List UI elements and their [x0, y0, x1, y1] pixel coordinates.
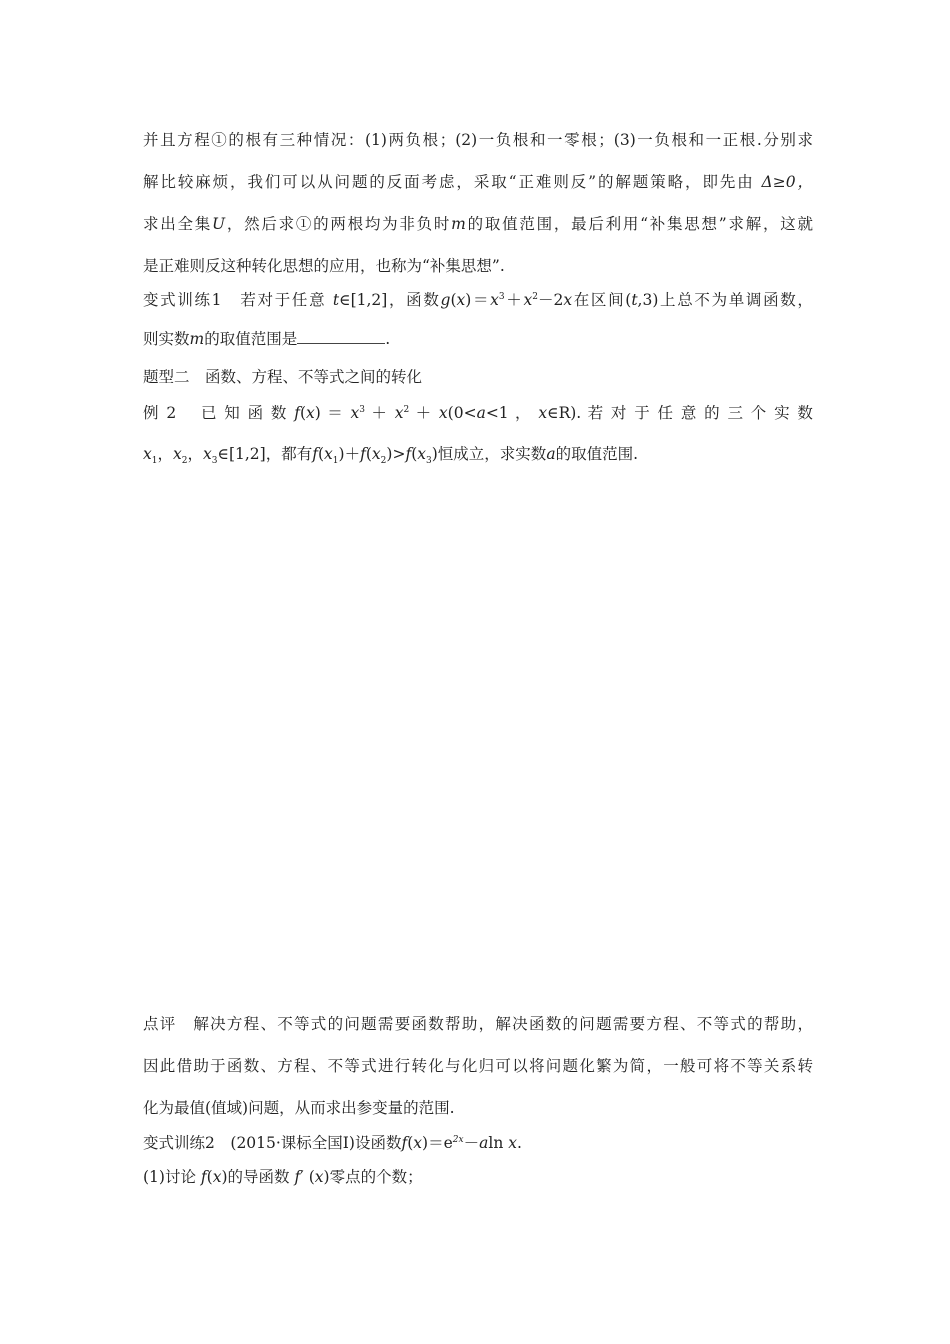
var-f: f: [401, 1134, 408, 1152]
text: ，: [157, 445, 173, 463]
var-x: x: [143, 445, 152, 463]
intro-line-3: [143, 212, 813, 234]
text: 解决方程、不等式的问题需要函数帮助，解决函数的问题需要方程、不等式的帮助，: [193, 1015, 813, 1033]
var-m: m: [451, 215, 466, 233]
text: ,3)上总不为单调函数，: [637, 291, 813, 309]
text: 零点的个数；: [329, 1168, 423, 1186]
text: －: [463, 1134, 480, 1152]
text: ＋: [504, 291, 524, 309]
intro-line-4: 是正难则反这种转化思想的应用，也称为“补集思想”.: [143, 257, 505, 275]
text: ，: [187, 445, 203, 463]
text: )＝: [465, 291, 491, 309]
var-x: x: [306, 404, 315, 422]
intro-line-1: 并且方程①的根有三种情况：(1)两负根；(2)一负根和一零根；(3)一负根和一正根.分别求: [143, 131, 813, 149]
var-t: t: [631, 291, 638, 309]
text: ln: [488, 1134, 504, 1152]
var-x: x: [563, 291, 573, 309]
var-m: m: [189, 330, 205, 348]
var-x: x: [438, 404, 448, 422]
sub: 2: [380, 456, 387, 467]
sub: 3: [211, 456, 218, 467]
text: 的取值范围，最后利用“补集思想”求解，这就: [465, 215, 813, 233]
sub: 1: [151, 456, 158, 467]
text: ∈[1,2]，函数: [339, 291, 441, 309]
var-x: x: [314, 1168, 324, 1186]
text: (: [450, 291, 457, 309]
comment-label: 点评: [143, 1015, 177, 1033]
intro-line-2-text: 解比较麻烦，我们可以从问题的反面考虑，采取“正难则反”的解题策略，即先由: [143, 173, 755, 191]
text: (1)讨论: [143, 1168, 196, 1186]
var-U: U: [212, 215, 226, 233]
text: .: [385, 330, 391, 348]
var-x: x: [350, 404, 360, 422]
sub: 2: [181, 456, 188, 467]
var-f: f: [405, 445, 412, 463]
var-x: x: [417, 445, 426, 463]
text: ∈R). 若 对 于 任 意 的 三 个 实 数: [547, 404, 813, 422]
comment-line-3: 化为最值(值域)问题，从而求出参变量的范围.: [143, 1099, 455, 1117]
var-x: x: [203, 445, 212, 463]
text: ＋: [371, 404, 389, 422]
text: 则实数: [143, 330, 190, 348]
exercise2-label: 变式训练2: [143, 1134, 215, 1152]
exercise1-line-1: [143, 288, 813, 310]
var-x: x: [508, 1134, 518, 1152]
exp: 2x: [452, 1134, 464, 1145]
var-x: x: [456, 291, 466, 309]
text: ＋: [415, 404, 433, 422]
var-f: f: [294, 404, 300, 422]
var-f: f: [200, 1168, 207, 1186]
comment-line-2: 因此借助于函数、方程、不等式进行转化与化归可以将问题化繁为简，一般可将不等关系转: [143, 1057, 813, 1075]
text: 求出全集: [143, 215, 213, 233]
exp: 3: [359, 404, 366, 415]
var-f: f: [360, 445, 366, 463]
sub: 1: [332, 456, 339, 467]
var-x: x: [538, 404, 548, 422]
text: >: [392, 445, 406, 463]
var-x: x: [371, 445, 381, 463]
text: 恒成立，求实数: [437, 445, 547, 463]
comment-line-1: [143, 1012, 813, 1034]
delta-condition: Δ≥0，: [761, 173, 813, 191]
exp: 3: [498, 291, 505, 302]
var-f: f: [294, 1168, 301, 1186]
text: ，然后求①的两根均为非负时: [225, 215, 452, 233]
var-x: x: [212, 1168, 222, 1186]
text: 的取值范围.: [555, 445, 638, 463]
exercise1-label: 变式训练1: [143, 291, 222, 309]
text: ＝: [327, 404, 345, 422]
text: ＋: [344, 445, 361, 463]
intro-line-2: [143, 170, 813, 192]
text: 若对于任意: [240, 291, 327, 309]
section-2-title: 题型二 函数、方程、不等式之间的转化: [143, 368, 423, 386]
example2-line-1: 例 2 已 知 函 数 $f(x) = x^3 + x^2 + x(0<a<1$ ， x∈R). 若 对 于 任 意 的 三 个 实 数: [143, 404, 813, 422]
text: 的导函数: [227, 1168, 290, 1186]
sub: 3: [426, 456, 432, 467]
text: ＝e: [428, 1134, 453, 1152]
text: <1 ，: [485, 404, 532, 422]
example2-label: 例 2: [143, 404, 177, 422]
var-x: x: [523, 291, 533, 309]
text: －2: [537, 291, 564, 309]
text: (0<: [447, 404, 477, 422]
var-x: x: [413, 1134, 423, 1152]
answer-blank: [297, 329, 385, 344]
text: ∈[1,2]，都有: [217, 445, 313, 463]
var-x: x: [394, 404, 404, 422]
var-x: x: [490, 291, 499, 309]
var-f: f: [312, 445, 318, 463]
var-a: a: [479, 1134, 489, 1152]
var-x: x: [324, 445, 333, 463]
var-a: a: [476, 404, 486, 422]
var-x: x: [173, 445, 182, 463]
text: 的取值范围是: [204, 330, 298, 348]
exercise2-line-1: 变式训练2 (2015·课标全国Ⅰ)设函数$f(x)=e^{2x}-aln$ x.: [143, 1134, 522, 1152]
exercise2-question-1: (1)讨论 f(x)的导函数 f′ (x)零点的个数；: [143, 1168, 423, 1186]
text: .: [517, 1134, 522, 1152]
text: 已 知 函 数: [200, 404, 288, 422]
exp: 2: [403, 404, 410, 415]
exp: 2: [532, 291, 538, 302]
text: ′: [300, 1168, 304, 1186]
var-g: g: [440, 291, 451, 309]
var-t: t: [332, 291, 340, 309]
var-a: a: [546, 445, 556, 463]
text: (2015·课标全国Ⅰ)设函数: [230, 1134, 402, 1152]
example2-line-2: $x_1$，$x_2$，$x_3\in[1,2]$，都有$f(x_1)+f(x_2)>f(x_3)$恒成立，求实数a的取值范围.: [143, 445, 638, 467]
text: 在区间(: [572, 291, 632, 309]
exercise1-line-2: [143, 327, 390, 349]
